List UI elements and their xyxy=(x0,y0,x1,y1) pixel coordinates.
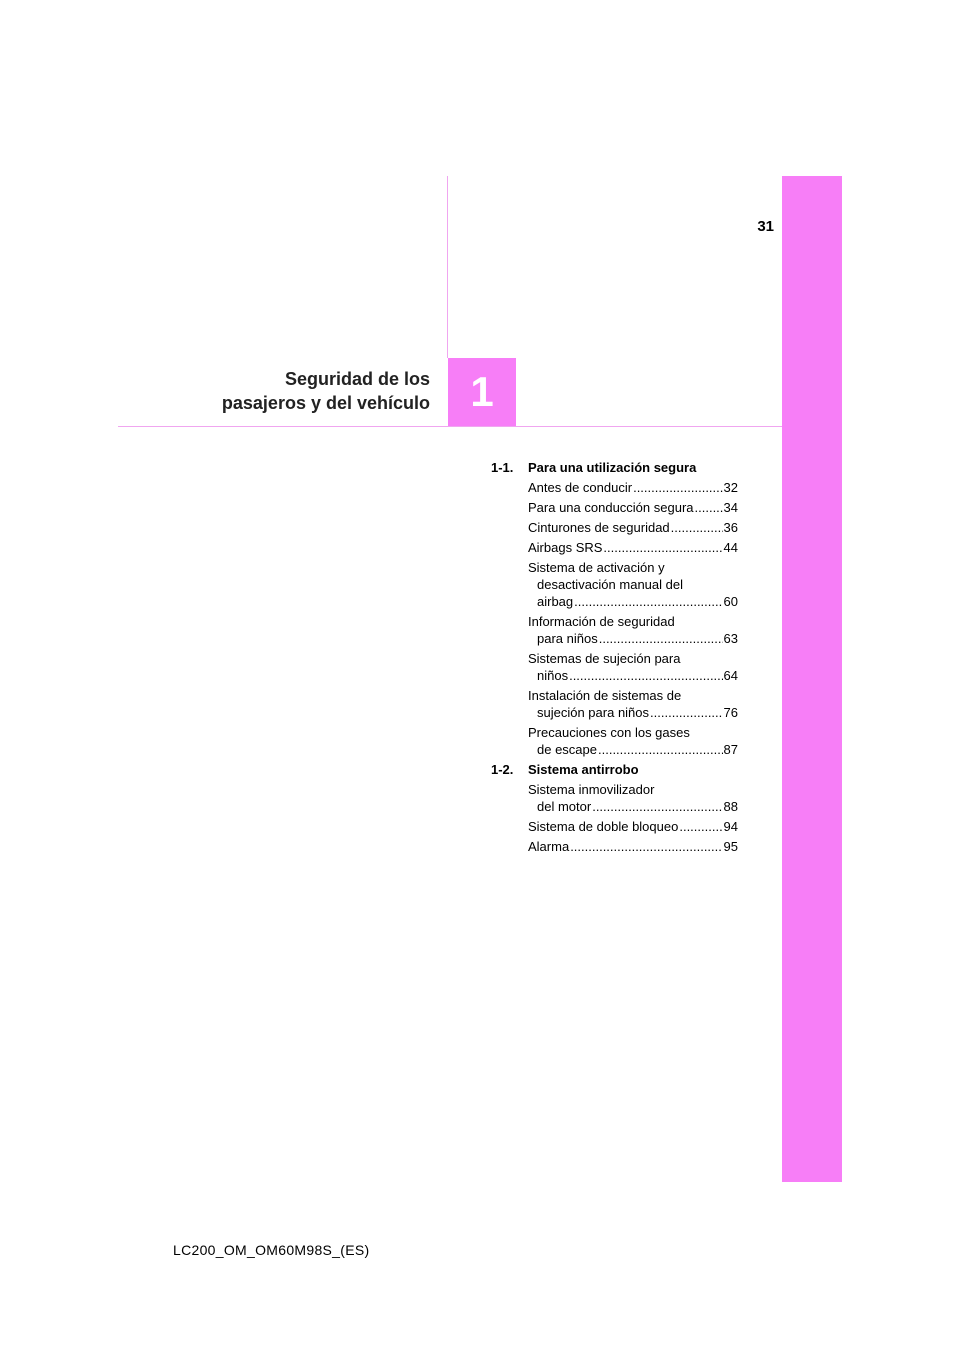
toc-entry[interactable] xyxy=(528,838,738,855)
entry-title-line: Información de seguridad xyxy=(528,614,675,629)
entry-title: del motor xyxy=(537,799,592,814)
entry-title: airbag xyxy=(537,594,574,609)
chapter-title-line-2: pasajeros y del vehículo xyxy=(221,393,430,413)
entry-title: sujeción para niños xyxy=(537,705,650,720)
chapter-number-box xyxy=(448,358,516,426)
entry-title-line: Sistema de activación y xyxy=(528,560,665,575)
vertical-rule xyxy=(447,176,448,358)
entry-title: niños xyxy=(537,668,569,683)
toc-entry[interactable] xyxy=(528,724,738,758)
entry-page: 44 xyxy=(723,540,738,555)
dot-leader xyxy=(592,798,722,815)
chapter-number: 1 xyxy=(470,368,494,415)
toc-entry[interactable] xyxy=(528,781,738,815)
entry-title: Cinturones de seguridad xyxy=(528,520,670,535)
dot-leader xyxy=(671,519,723,536)
entry-page: 34 xyxy=(723,500,738,515)
toc-entry[interactable] xyxy=(528,650,738,684)
dot-leader xyxy=(569,667,722,684)
entry-title: Sistema de doble bloqueo xyxy=(528,819,679,834)
entry-title: Airbags SRS xyxy=(528,540,603,555)
section-number: 1-1. xyxy=(491,460,514,475)
section-number: 1-2. xyxy=(491,762,514,777)
dot-leader xyxy=(650,704,723,721)
entry-title-line: Sistemas de sujeción para xyxy=(528,651,681,666)
toc-entry[interactable] xyxy=(528,499,738,516)
entry-title: Para una conducción segura xyxy=(528,500,694,515)
toc-entry[interactable] xyxy=(528,559,738,610)
dot-leader xyxy=(598,741,723,758)
toc-entry[interactable] xyxy=(528,539,738,556)
section-title: Para una utilización segura xyxy=(528,460,697,475)
entry-title-line: Instalación de sistemas de xyxy=(528,688,682,703)
toc-entry[interactable] xyxy=(528,687,738,721)
entry-page: 87 xyxy=(723,742,738,757)
entry-title: para niños xyxy=(537,631,598,646)
document-code: LC200_OM_OM60M98S_(ES) xyxy=(173,1242,370,1258)
toc-entry[interactable] xyxy=(528,519,738,536)
toc-entry[interactable] xyxy=(528,479,738,496)
dot-leader xyxy=(570,838,722,855)
page-number: 31 xyxy=(757,218,774,235)
entry-page: 63 xyxy=(723,631,738,646)
entry-page: 88 xyxy=(723,799,738,814)
entry-title: de escape xyxy=(537,742,597,757)
entry-page: 32 xyxy=(723,480,738,495)
entry-title-line: desactivación manual del xyxy=(537,577,683,592)
entry-title: Antes de conducir xyxy=(528,480,633,495)
dot-leader xyxy=(695,499,723,516)
entry-page: 60 xyxy=(723,594,738,609)
entry-page: 36 xyxy=(723,520,738,535)
entry-title: Alarma xyxy=(528,839,570,854)
entry-title-line: Precauciones con los gases xyxy=(528,725,690,740)
entry-page: 95 xyxy=(723,839,738,854)
dot-leader xyxy=(574,593,722,610)
toc-entry[interactable] xyxy=(528,613,738,647)
toc-section-1-2[interactable] xyxy=(491,761,751,778)
horizontal-rule xyxy=(118,426,782,427)
entry-page: 76 xyxy=(723,705,738,720)
chapter-title xyxy=(222,367,430,415)
chapter-title-line-1: Seguridad de los xyxy=(284,369,430,389)
table-of-contents xyxy=(491,459,751,858)
entry-title-line: Sistema inmovilizador xyxy=(528,782,655,797)
entry-page: 94 xyxy=(723,819,738,834)
chapter-thumb-tab xyxy=(782,176,842,1182)
toc-section-1-1[interactable] xyxy=(491,459,751,476)
dot-leader xyxy=(603,539,722,556)
dot-leader xyxy=(633,479,722,496)
toc-entry[interactable] xyxy=(528,818,738,835)
entry-page: 64 xyxy=(723,668,738,683)
section-title: Sistema antirrobo xyxy=(528,762,639,777)
dot-leader xyxy=(679,818,722,835)
dot-leader xyxy=(599,630,723,647)
